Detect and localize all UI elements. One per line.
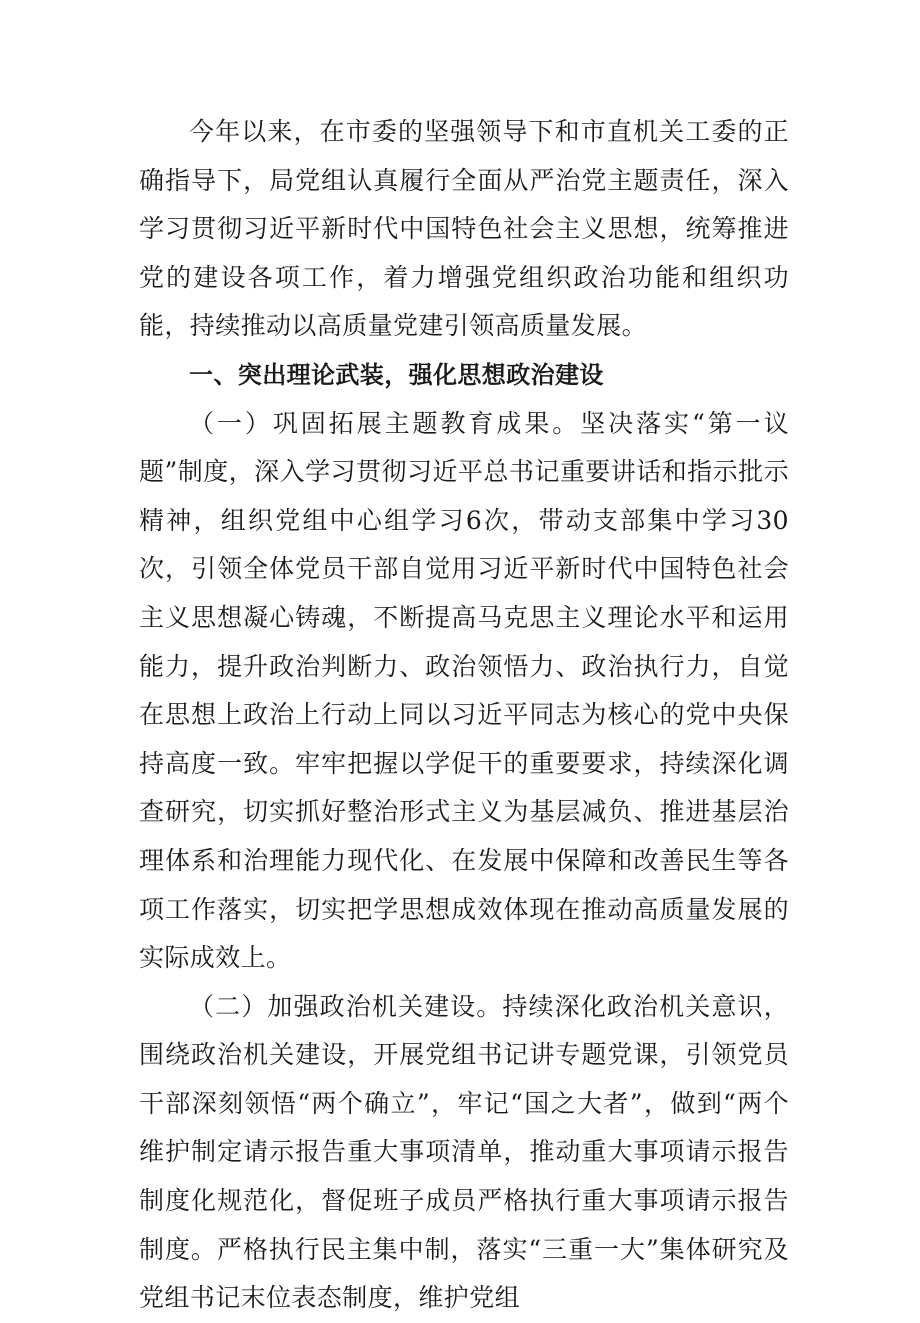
section-paragraph-1: （一）巩固拓展主题教育成果。坚决落实“第一议题”制度，深入学习贯彻习近平总书记重要讲话和指示批示精神，组织党组中心组学习6次，带动支部集中学习30次，引领全体党员干部自觉用习近平新时代中国特色社会主义思想凝心铸魂，不断提高马克思主义理论水平和运用能力，提升政治判断力、政治领悟力、政治执行力，自觉在思想上政治上行动上同以习近平同志为核心的党中央保持高度一致。牢牢把握以学促干的重要要求，持续深化调查研究，切实抓好整治形式主义为基层减负、推进基层治理体系和治理能力现代化、在发展中保障和改善民生等各项工作落实，切实把学思想成效体现在推动高质量发展的实际成效上。 (139, 408, 789, 973)
section-paragraph-2: （二）加强政治机关建设。持续深化政治机关意识，围绕政治机关建设，开展党组书记讲专题党课，引领党员干部深刻领悟“两个确立”，牢记“国之大者”，做到“两个维护制定请示报告重大事项清单，推动重大事项请示报告制度化规范化，督促班子成员严格执行重大事项请示报告制度。严格执行民主集中制，落实“三重一大”集体研究及党组书记末位表态制度，维护党组 (139, 991, 789, 1313)
intro-paragraph: 今年以来，在市委的坚强领导下和市直机关工委的正确指导下，局党组认真履行全面从严治党主题责任，深入学习贯彻习近平新时代中国特色社会主义思想，统筹推进党的建设各项工作，着力增强党组织政治功能和组织功能，持续推动以高质量党建引领高质量发展。 (139, 117, 789, 341)
section-heading: 一、突出理论武装，强化思想政治建设 (189, 360, 604, 389)
document-body (139, 108, 789, 1323)
